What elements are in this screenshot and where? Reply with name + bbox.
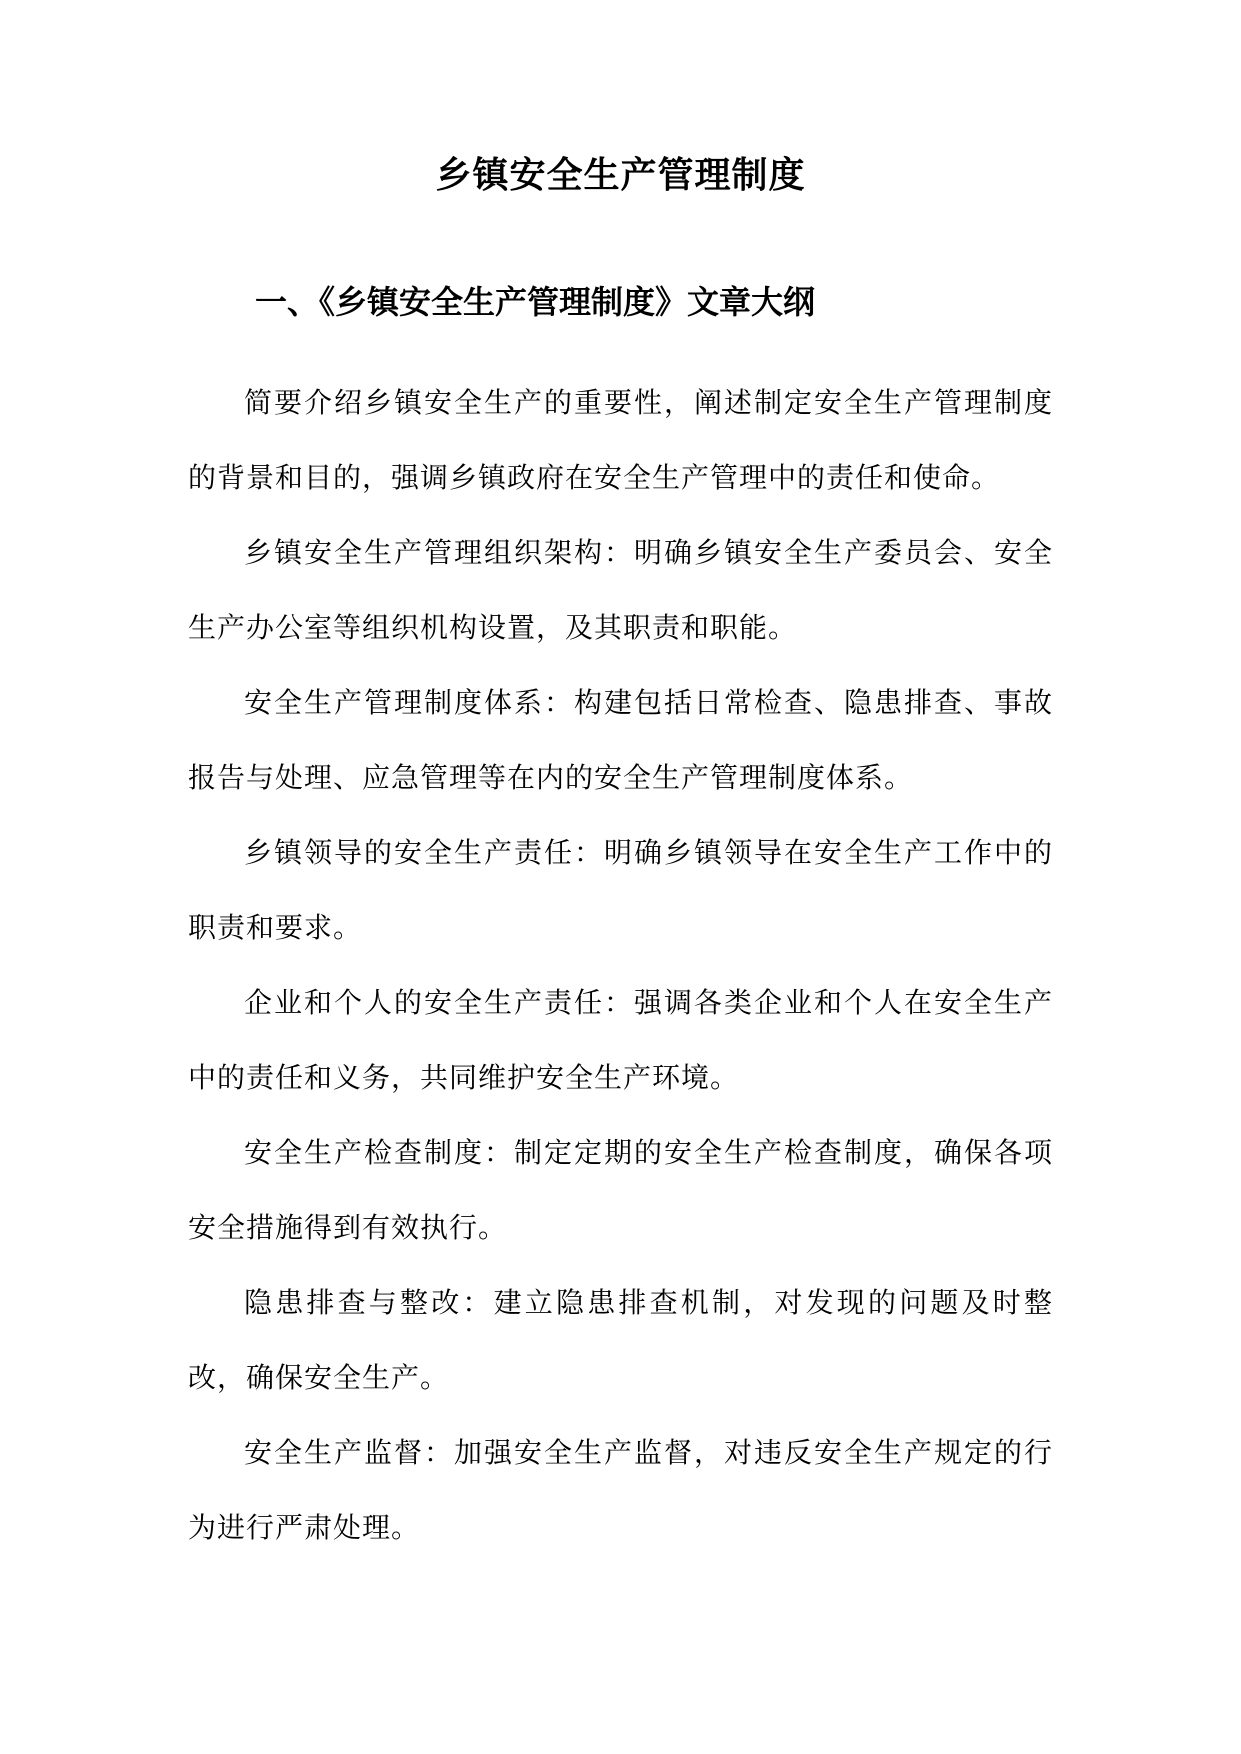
document-body	[188, 365, 1053, 1565]
paragraph: 安全生产管理制度体系：构建包括日常检查、隐患排查、事故报告与处理、应急管理等在内的安全生产管理制度体系。	[188, 686, 1053, 794]
paragraph: 企业和个人的安全生产责任：强调各类企业和个人在安全生产中的责任和义务，共同维护安全生产环境。	[188, 986, 1053, 1094]
paragraph: 乡镇安全生产管理组织架构：明确乡镇安全生产委员会、安全生产办公室等组织机构设置，及其职责和职能。	[188, 536, 1053, 644]
paragraph: 隐患排查与整改：建立隐患排查机制，对发现的问题及时整改，确保安全生产。	[188, 1286, 1053, 1394]
paragraph: 简要介绍乡镇安全生产的重要性，阐述制定安全生产管理制度的背景和目的，强调乡镇政府在安全生产管理中的责任和使命。	[188, 386, 1053, 494]
paragraph: 乡镇领导的安全生产责任：明确乡镇领导在安全生产工作中的职责和要求。	[188, 836, 1053, 944]
paragraph: 安全生产检查制度：制定定期的安全生产检查制度，确保各项安全措施得到有效执行。	[188, 1136, 1053, 1244]
paragraph: 安全生产监督：加强安全生产监督，对违反安全生产规定的行为进行严肃处理。	[188, 1436, 1053, 1544]
document-title: 乡镇安全生产管理制度	[435, 154, 806, 196]
section-heading: 一、《乡镇安全生产管理制度》文章大纲	[255, 283, 816, 321]
